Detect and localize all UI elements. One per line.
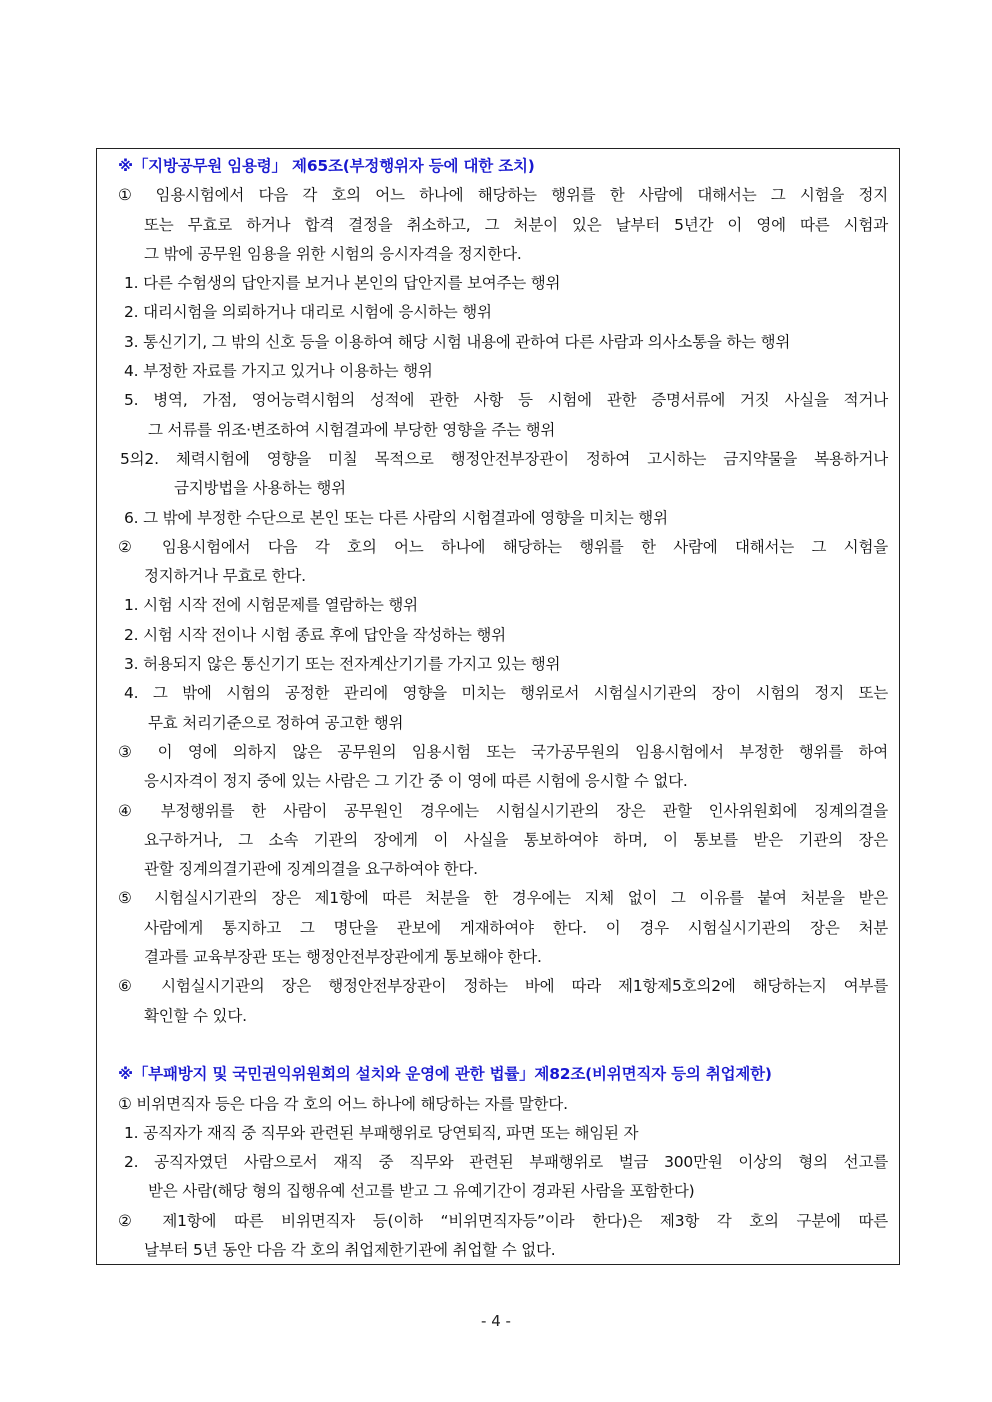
s1-p1-line2: 또는 무효로 하거나 합격 결정을 취소하고, 그 처분이 있은 날부터 5년간 이 영에 따른 시험과: [144, 215, 888, 234]
s2-p2-line2: 날부터 5년 동안 다음 각 호의 취업제한기관에 취업할 수 없다.: [144, 1240, 556, 1259]
s1-p2-line1: ② 임용시험에서 다음 각 호의 어느 하나에 해당하는 행위를 한 사람에 대해서는 그 시험을: [118, 537, 888, 556]
s2-p1-item2-line1: 2. 공직자였던 사람으로서 재직 중 직무와 관련된 부패행위로 벌금 300만원 이상의 형의 선고를: [124, 1153, 888, 1172]
s1-p1-item4: 4. 부정한 자료를 가지고 있거나 이용하는 행위: [124, 362, 433, 381]
section1-heading: ※「지방공무원 임용령」 제65조(부정행위자 등에 대한 조치): [118, 157, 535, 175]
s1-p1-item6: 6. 그 밖에 부정한 수단으로 본인 또는 다른 사람의 시험결과에 영향을 미치는 행위: [124, 508, 668, 527]
s1-p4-line3: 관할 징계의결기관에 징계의결을 요구하여야 한다.: [144, 860, 478, 879]
s1-p1-item5-2-line1: 5의2. 체력시험에 영향을 미칠 목적으로 행정안전부장관이 정하여 고시하는 금지약물을 복용하거나: [120, 449, 888, 468]
s2-p2-line1: ② 제1항에 따른 비위면직자 등(이하 “비위면직자등”이라 한다)은 제3항 각 호의 구분에 따른: [118, 1211, 888, 1230]
section2-heading: ※「부패방지 및 국민권익위원회의 설치와 운영에 관한 법률」제82조(비위면직자 등의 취업제한): [118, 1065, 772, 1084]
s1-p2-item2: 2. 시험 시작 전이나 시험 종료 후에 답안을 작성하는 행위: [124, 625, 506, 644]
s1-p5-line3: 결과를 교육부장관 또는 행정안전부장관에게 통보해야 한다.: [144, 948, 542, 967]
s1-p1-item5-2-line2: 금지방법을 사용하는 행위: [174, 479, 346, 498]
s1-p3-line1: ③ 이 영에 의하지 않은 공무원의 임용시험 또는 국가공무원의 임용시험에서 부정한 행위를 하여: [118, 742, 888, 761]
s1-p1-item5-line2: 그 서류를 위조·변조하여 시험결과에 부당한 영향을 주는 행위: [148, 420, 556, 439]
s1-p2-item4-line2: 무효 처리기준으로 정하여 공고한 행위: [148, 713, 404, 732]
s1-p1-item2: 2. 대리시험을 의뢰하거나 대리로 시험에 응시하는 행위: [124, 303, 492, 322]
s2-p1-item2-line2: 받은 사람(해당 형의 집행유예 선고를 받고 그 유예기간이 경과된 사람을 포함한다): [148, 1182, 695, 1201]
page-number: - 4 -: [481, 1312, 511, 1330]
s1-p3-line2: 응시자격이 정지 중에 있는 사람은 그 기간 중 이 영에 따른 시험에 응시할 수 없다.: [144, 772, 688, 791]
s1-p4-line2: 요구하거나, 그 소속 기관의 장에게 이 사실을 통보하여야 하며, 이 통보를 받은 기관의 장은: [144, 830, 888, 849]
s1-p1-item5-line1: 5. 병역, 가점, 영어능력시험의 성적에 관한 사항 등 시험에 관한 증명서류에 거짓 사실을 적거나: [124, 391, 888, 410]
s1-p1-line3: 그 밖에 공무원 임용을 위한 시험의 응시자격을 정지한다.: [144, 244, 522, 263]
section-spacer: [118, 1031, 888, 1060]
s1-p6-line1: ⑥ 시험실시기관의 장은 행정안전부장관이 정하는 바에 따라 제1항제5호의2에 해당하는지 여부를: [118, 977, 888, 996]
s2-p1-item1: 1. 공직자가 재직 중 직무와 관련된 부패행위로 당연퇴직, 파면 또는 해임된 자: [124, 1123, 639, 1142]
s1-p2-item1: 1. 시험 시작 전에 시험문제를 열람하는 행위: [124, 596, 418, 615]
s1-p1-item3: 3. 통신기기, 그 밖의 신호 등을 이용하여 해당 시험 내용에 관하여 다른 사람과 의사소통을 하는 행위: [124, 332, 791, 351]
s1-p1-line1: ① 임용시험에서 다음 각 호의 어느 하나에 해당하는 행위를 한 사람에 대해서는 그 시험을 정지: [118, 186, 888, 205]
s1-p2-item3: 3. 허용되지 않은 통신기기 또는 전자계산기기를 가지고 있는 행위: [124, 655, 561, 674]
s1-p4-line1: ④ 부정행위를 한 사람이 공무원인 경우에는 시험실시기관의 장은 관할 인사위원회에 징계의결을: [118, 801, 888, 820]
s1-p1-item1: 1. 다른 수험생의 답안지를 보거나 본인의 답안지를 보여주는 행위: [124, 274, 561, 293]
s1-p5-line2: 사람에게 통지하고 그 명단을 관보에 게재하여야 한다. 이 경우 시험실시기관의 장은 처분: [144, 918, 888, 937]
s1-p2-line2: 정지하거나 무효로 한다.: [144, 567, 306, 586]
s1-p2-item4-line1: 4. 그 밖에 시험의 공정한 관리에 영향을 미치는 행위로서 시험실시기관의 장이 시험의 정지 또는: [124, 684, 888, 703]
document-body: [118, 152, 888, 1265]
s1-p6-line2: 확인할 수 있다.: [144, 1006, 247, 1025]
s2-p1: ① 비위면직자 등은 다음 각 호의 어느 하나에 해당하는 자를 말한다.: [118, 1094, 568, 1113]
s1-p5-line1: ⑤ 시험실시기관의 장은 제1항에 따른 처분을 한 경우에는 지체 없이 그 이유를 붙여 처분을 받은: [118, 889, 888, 908]
